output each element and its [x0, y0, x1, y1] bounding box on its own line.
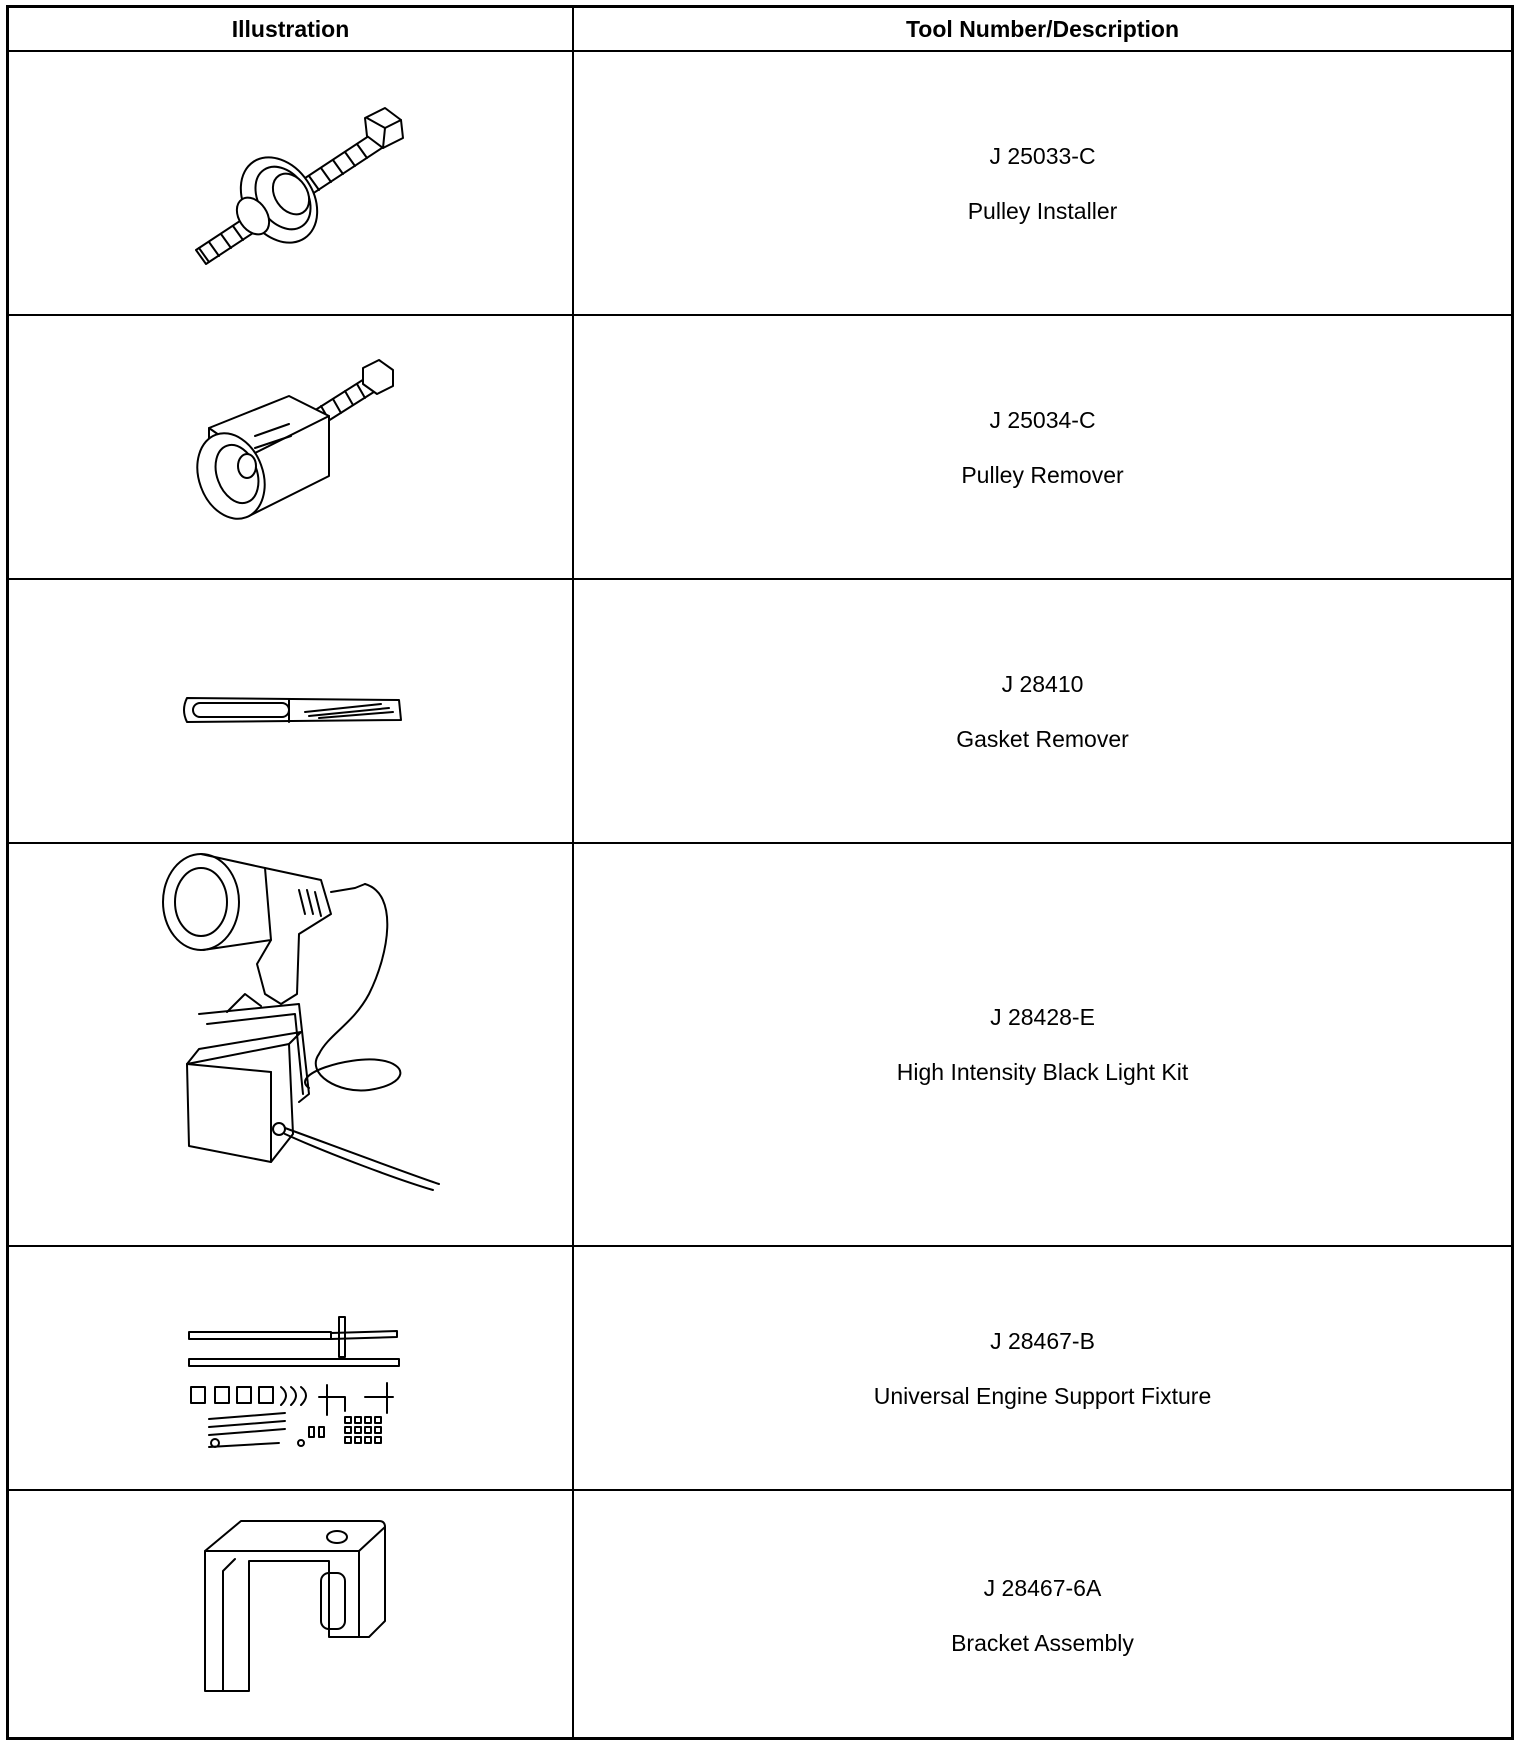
- tool-info-cell: [574, 52, 1511, 314]
- pulley-remover-icon: [9, 316, 572, 578]
- table-row: [9, 52, 1511, 316]
- illustration-cell: [9, 1491, 574, 1740]
- table-row: [9, 1491, 1511, 1740]
- table-row: [9, 316, 1511, 580]
- tool-number: J 28410: [1001, 670, 1084, 697]
- tool-header: Tool Number/Description: [905, 15, 1180, 42]
- pulley-installer-icon: [9, 52, 572, 314]
- tool-info-cell: [574, 316, 1511, 578]
- tool-number: J 25033-C: [989, 142, 1096, 169]
- tool-description: High Intensity Black Light Kit: [896, 1059, 1189, 1085]
- tool-number: J 28467-B: [990, 1327, 1095, 1354]
- illustration-cell: [9, 844, 574, 1245]
- tool-number: J 28428-E: [990, 1004, 1095, 1030]
- tool-description: Pulley Installer: [967, 197, 1118, 224]
- table-row: [9, 1247, 1511, 1491]
- tool-info-cell: [574, 1491, 1511, 1740]
- table-row: [9, 844, 1511, 1247]
- special-tools-table: [6, 5, 1514, 1740]
- gasket-remover-icon: [9, 580, 572, 842]
- tool-info-cell: [574, 844, 1511, 1245]
- black-light-kit-icon: [9, 844, 572, 1245]
- illustration-cell: [9, 52, 574, 314]
- bracket-assembly-icon: [9, 1491, 572, 1740]
- illustration-cell: [9, 316, 574, 578]
- tool-description: Gasket Remover: [956, 725, 1129, 752]
- tool-info-cell: [574, 1247, 1511, 1489]
- tool-number: J 25034-C: [989, 406, 1096, 433]
- tool-number: J 28467-6A: [983, 1575, 1102, 1601]
- illustration-cell: [9, 1247, 574, 1489]
- tool-info-cell: [574, 580, 1511, 842]
- engine-support-fixture-icon: [9, 1247, 572, 1489]
- table-row: [9, 580, 1511, 844]
- table-header-row: [9, 8, 1511, 52]
- tool-description: Bracket Assembly: [951, 1630, 1134, 1656]
- illustration-cell: [9, 580, 574, 842]
- tool-description: Universal Engine Support Fixture: [873, 1382, 1212, 1409]
- illustration-header: Illustration: [9, 8, 574, 50]
- tool-description: Pulley Remover: [961, 461, 1124, 488]
